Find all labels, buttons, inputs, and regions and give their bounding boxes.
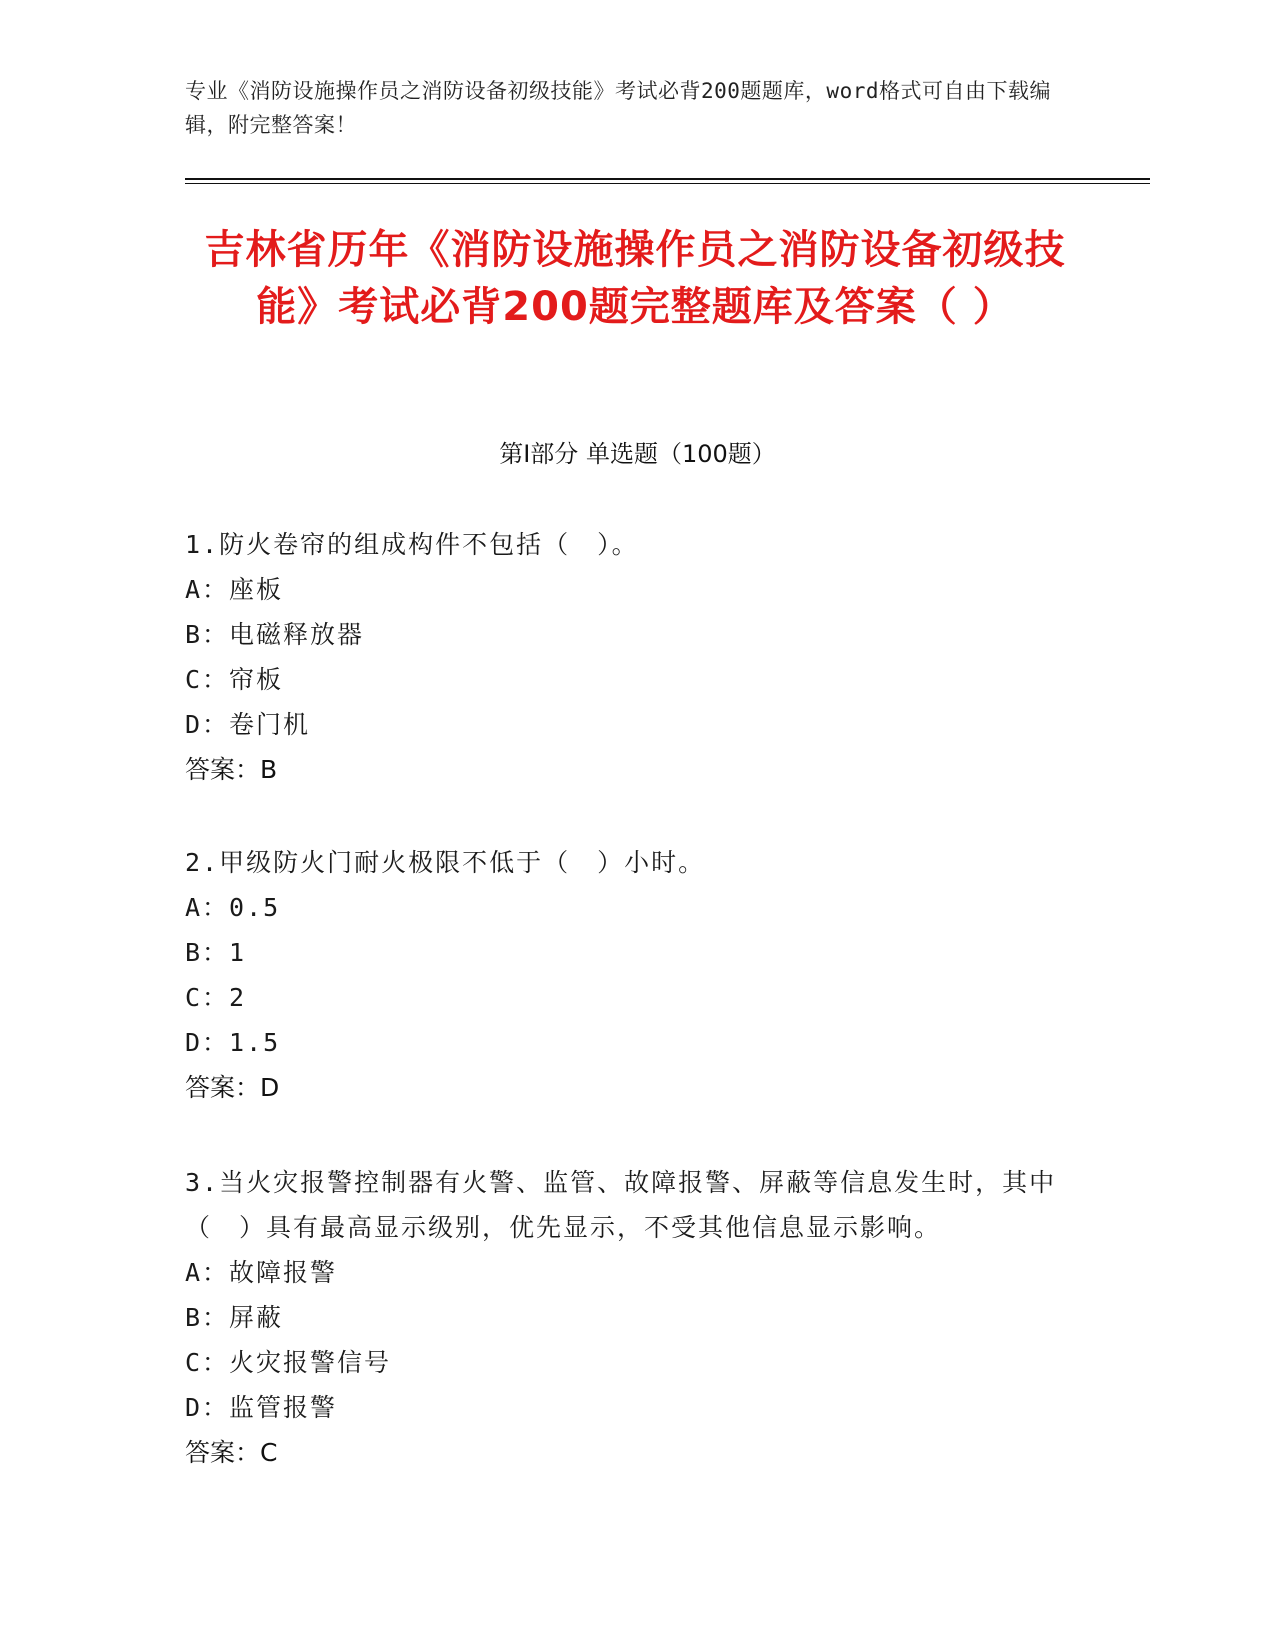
option-d: D：1.5 [185, 1028, 281, 1057]
header-divider-thin [185, 183, 1150, 184]
header-note: 专业《消防设施操作员之消防设备初级技能》考试必背200题题库，word格式可自由下载编辑，附完整答案！ [185, 79, 1051, 137]
option-b: B：电磁释放器 [185, 620, 365, 649]
option-a: A：故障报警 [185, 1258, 338, 1287]
question-stem: 2.甲级防火门耐火极限不低于（ ）小时。 [185, 848, 706, 877]
question-2 [185, 840, 1065, 1110]
answer: 答案：C [185, 1438, 278, 1467]
option-b: B：1 [185, 938, 247, 967]
question-stem: 1.防火卷帘的组成构件不包括（ ）。 [185, 530, 639, 559]
option-c: C：2 [185, 983, 247, 1012]
question-stem: 3.当火灾报警控制器有火警、监管、故障报警、屏蔽等信息发生时，其中（ ）具有最高显示级别，优先显示，不受其他信息显示影响。 [185, 1168, 1057, 1242]
answer: 答案：D [185, 1073, 280, 1102]
section-heading: 第I部分 单选题（100题） [499, 440, 776, 468]
option-c: C：帘板 [185, 665, 284, 694]
option-d: D：卷门机 [185, 710, 311, 739]
option-b: B：屏蔽 [185, 1303, 284, 1332]
document-title: 吉林省历年《消防设施操作员之消防设备初级技能》考试必背200题完整题库及答案（ ） [204, 227, 1066, 330]
option-d: D：监管报警 [185, 1393, 338, 1422]
question-3 [185, 1160, 1065, 1475]
question-1 [185, 522, 1065, 792]
option-a: A：0.5 [185, 893, 281, 922]
answer: 答案：B [185, 755, 278, 784]
option-c: C：火灾报警信号 [185, 1348, 392, 1377]
header-divider [185, 178, 1150, 180]
option-a: A：座板 [185, 575, 284, 604]
